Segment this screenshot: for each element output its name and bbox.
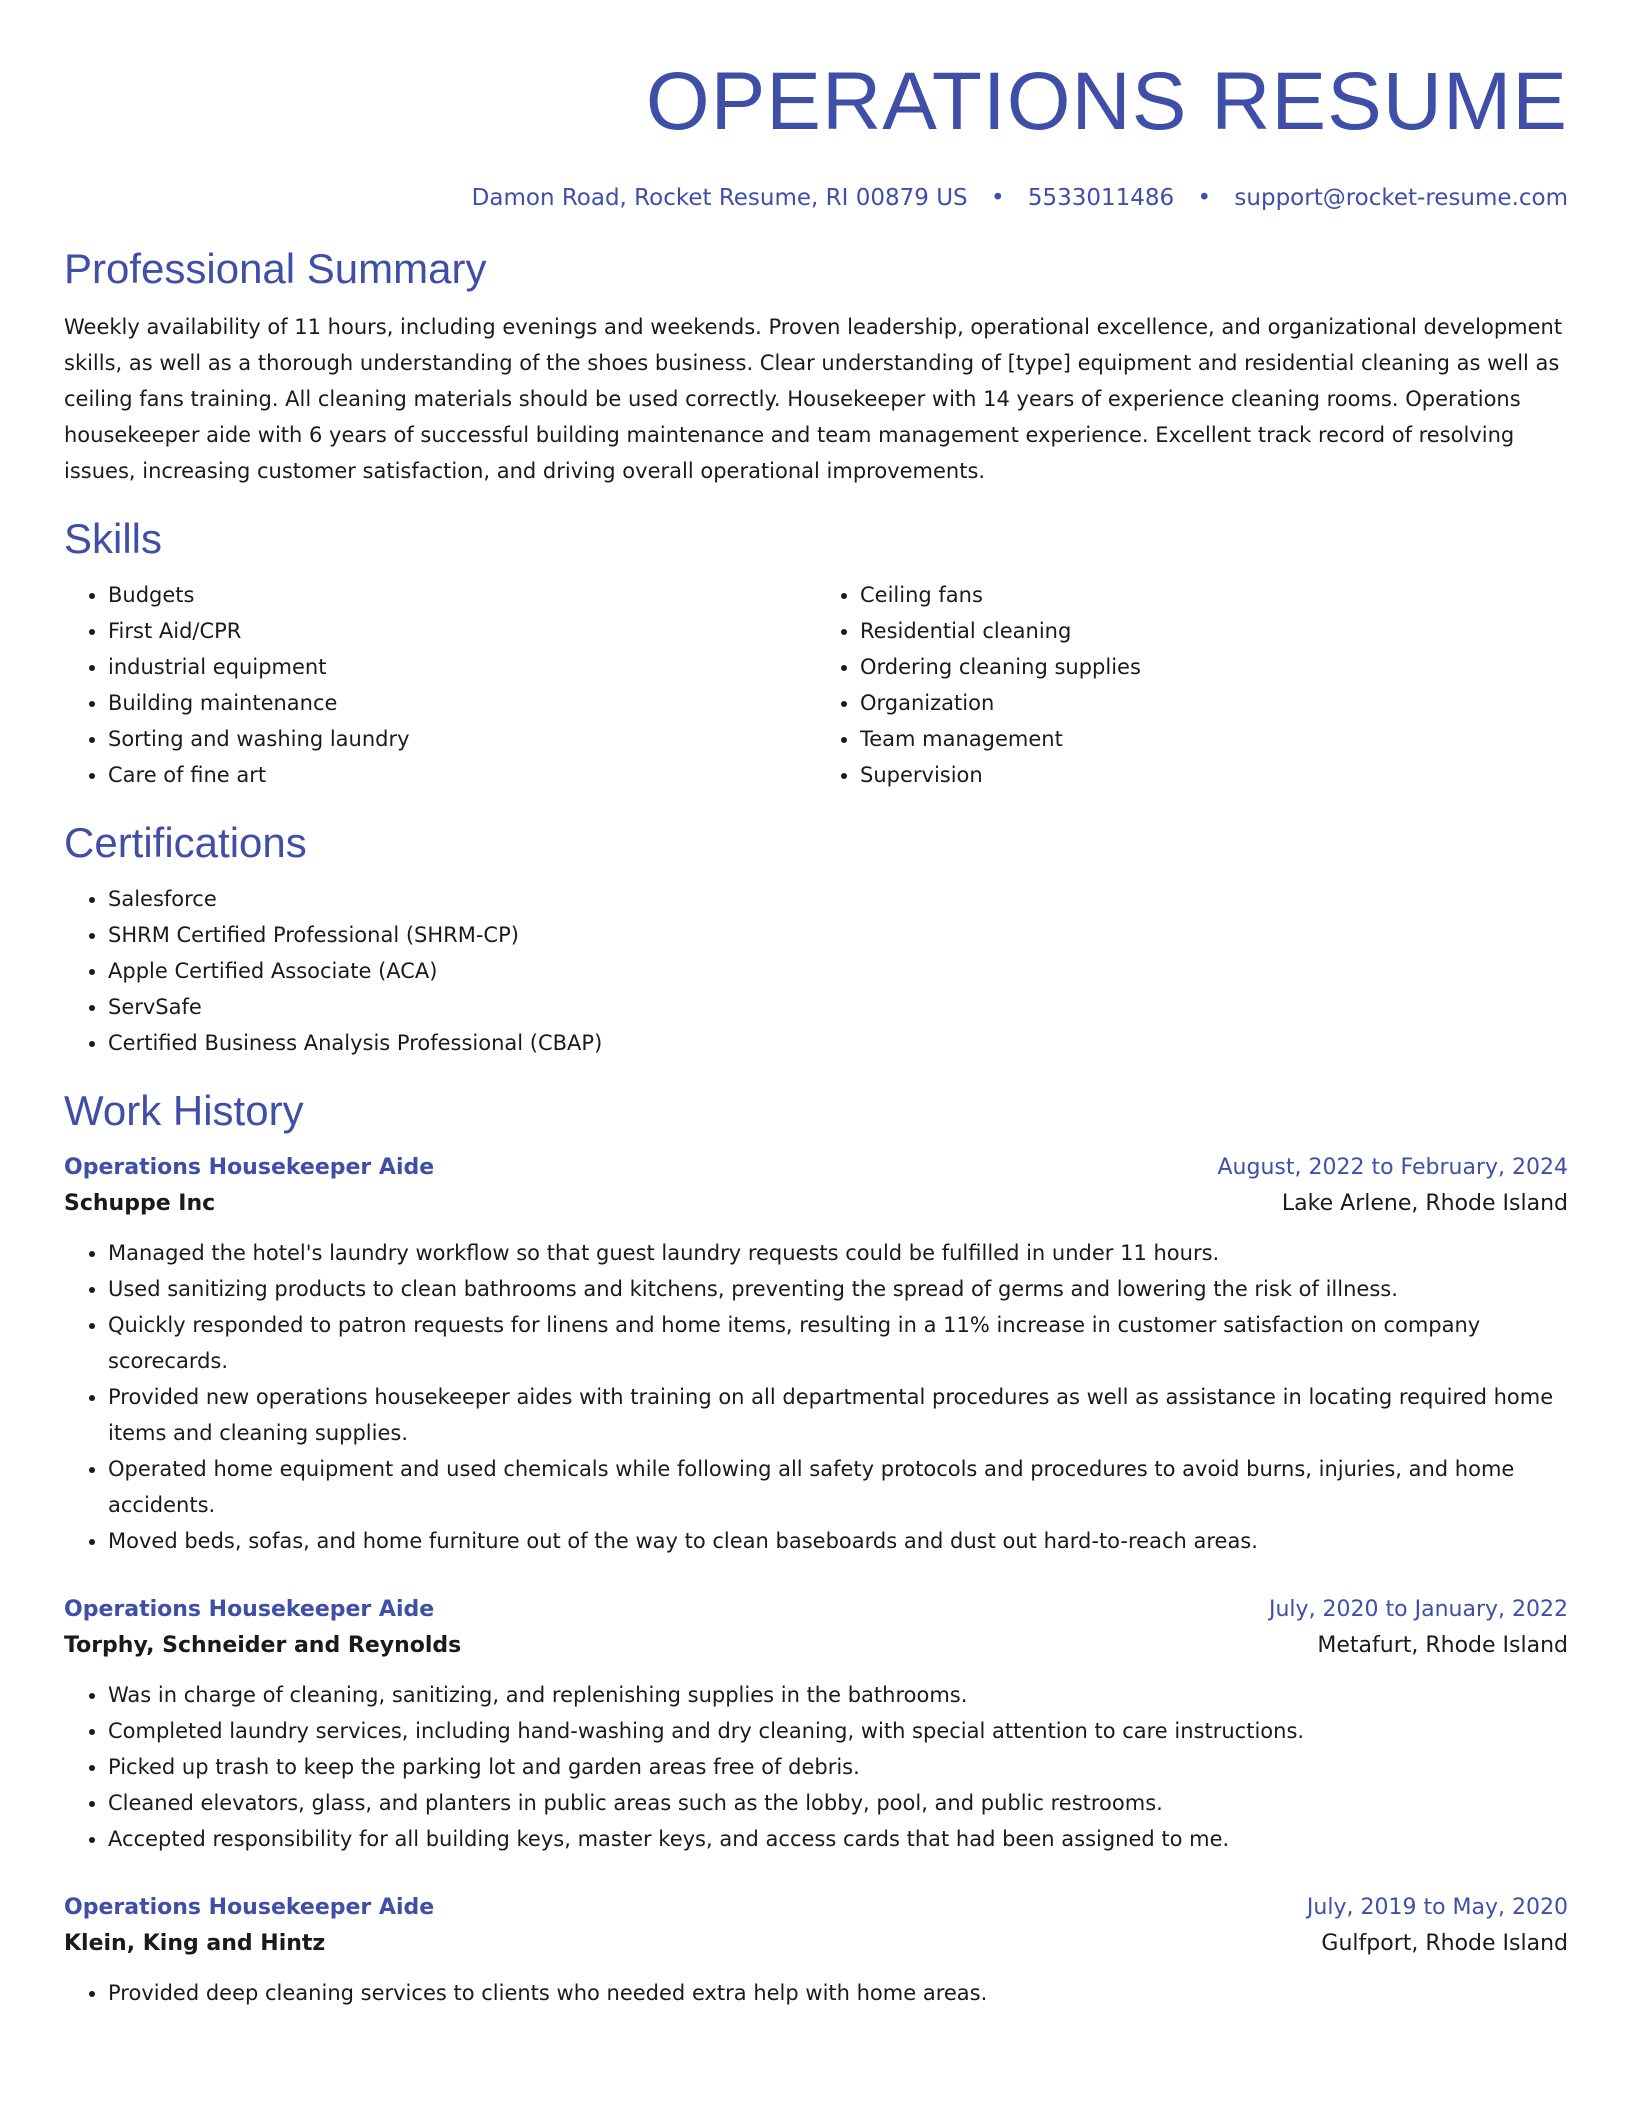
job-bullet: • Picked up trash to keep the parking lot and garden areas free of debris.	[108, 1749, 1568, 1785]
job-entry	[64, 1593, 1568, 1857]
job-bullet: • Operated home equipment and used chemicals while following all safety protocols and procedures to avoid burns, injuries, and home accidents.	[108, 1451, 1568, 1523]
job-dates: August, 2022 to February, 2024	[1217, 1155, 1568, 1180]
job-subheader	[64, 1627, 1568, 1665]
job-title: Operations Housekeeper Aide	[64, 1155, 435, 1180]
skill-item: • Supervision	[860, 757, 1568, 793]
certification-item: • Salesforce	[108, 881, 1568, 917]
contact-separator: •	[990, 185, 1005, 211]
skill-item: • Sorting and washing laundry	[108, 721, 816, 757]
job-header	[64, 1151, 1568, 1185]
job-dates: July, 2020 to January, 2022	[1269, 1597, 1568, 1622]
job-bullets	[64, 1677, 1568, 1857]
job-header	[64, 1891, 1568, 1925]
certification-item: • ServSafe	[108, 989, 1568, 1025]
skills-list-left	[64, 577, 816, 793]
job-bullet: • Cleaned elevators, glass, and planters in public areas such as the lobby, pool, and public restrooms.	[108, 1785, 1568, 1821]
job-bullet: • Provided deep cleaning services to clients who needed extra help with home areas.	[108, 1975, 1568, 2011]
job-title: Operations Housekeeper Aide	[64, 1597, 435, 1622]
job-header	[64, 1593, 1568, 1627]
job-bullets	[64, 1235, 1568, 1559]
skill-item: • Team management	[860, 721, 1568, 757]
job-company: Klein, King and Hintz	[64, 1931, 326, 1956]
job-bullets	[64, 1975, 1568, 2011]
skill-item: • industrial equipment	[108, 649, 816, 685]
job-bullet: • Used sanitizing products to clean bathrooms and kitchens, preventing the spread of germs and lowering the risk of illness.	[108, 1271, 1568, 1307]
job-entry	[64, 1891, 1568, 2011]
summary-text: Weekly availability of 11 hours, including evenings and weekends. Proven leadership, operational excellence, and organizational development skills, as well as a thorough understanding of the shoes business. Clear understanding of [type] equipment and residential cleaning as well as ceiling fans training. All cleaning materials should be used correctly. Housekeeper with 14 years of experience cleaning rooms. Operations housekeeper aide with 6 years of successful building maintenance and team management experience. Excellent track record of resolving issues, increasing customer satisfaction, and driving overall operational improvements.	[64, 315, 1563, 483]
certification-item: • Apple Certified Associate (ACA)	[108, 953, 1568, 989]
summary-heading: Professional Summary	[64, 245, 487, 292]
job-company: Schuppe Inc	[64, 1191, 216, 1216]
contact-address: Damon Road, Rocket Resume, RI 00879 US	[471, 185, 968, 211]
work-history-heading: Work History	[64, 1087, 304, 1134]
certification-item: • SHRM Certified Professional (SHRM-CP)	[108, 917, 1568, 953]
contact-email: support@rocket-resume.com	[1234, 185, 1568, 211]
skills-heading: Skills	[64, 515, 163, 562]
job-bullet: • Provided new operations housekeeper aides with training on all departmental procedures as well as assistance in locating required home items and cleaning supplies.	[108, 1379, 1568, 1451]
contact-line	[64, 183, 1568, 213]
certification-item: • Certified Business Analysis Professional (CBAP)	[108, 1025, 1568, 1061]
job-location: Metafurt, Rhode Island	[1317, 1633, 1568, 1658]
job-location: Lake Arlene, Rhode Island	[1281, 1191, 1568, 1216]
skill-item: • Ceiling fans	[860, 577, 1568, 613]
job-bullet: • Managed the hotel's laundry workflow so that guest laundry requests could be fulfilled in under 11 hours.	[108, 1235, 1568, 1271]
skills-columns	[64, 577, 1568, 793]
contact-phone: 5533011486	[1027, 185, 1175, 211]
skills-list-right	[816, 577, 1568, 793]
job-bullet: • Completed laundry services, including hand-washing and dry cleaning, with special attention to care instructions.	[108, 1713, 1568, 1749]
job-bullet: • Was in charge of cleaning, sanitizing, and replenishing supplies in the bathrooms.	[108, 1677, 1568, 1713]
job-company: Torphy, Schneider and Reynolds	[64, 1633, 462, 1658]
job-subheader	[64, 1925, 1568, 1963]
skill-item: • Budgets	[108, 577, 816, 613]
resume-name: OPERATIONS RESUME	[645, 56, 1568, 147]
skill-item: • First Aid/CPR	[108, 613, 816, 649]
skill-item: • Ordering cleaning supplies	[860, 649, 1568, 685]
certifications-list	[64, 881, 1568, 1061]
skill-item: • Building maintenance	[108, 685, 816, 721]
skill-item: • Residential cleaning	[860, 613, 1568, 649]
job-location: Gulfport, Rhode Island	[1321, 1931, 1568, 1956]
contact-separator: •	[1197, 185, 1212, 211]
job-entry	[64, 1151, 1568, 1559]
job-title: Operations Housekeeper Aide	[64, 1895, 435, 1920]
job-subheader	[64, 1185, 1568, 1223]
job-dates: July, 2019 to May, 2020	[1306, 1895, 1568, 1920]
job-bullet: • Accepted responsibility for all building keys, master keys, and access cards that had been assigned to me.	[108, 1821, 1568, 1857]
job-bullet: • Moved beds, sofas, and home furniture out of the way to clean baseboards and dust out hard-to-reach areas.	[108, 1523, 1568, 1559]
job-bullet: • Quickly responded to patron requests for linens and home items, resulting in a 11% increase in customer satisfaction on company scorecards.	[108, 1307, 1568, 1379]
skill-item: • Organization	[860, 685, 1568, 721]
certifications-heading: Certifications	[64, 819, 307, 866]
skill-item: • Care of fine art	[108, 757, 816, 793]
